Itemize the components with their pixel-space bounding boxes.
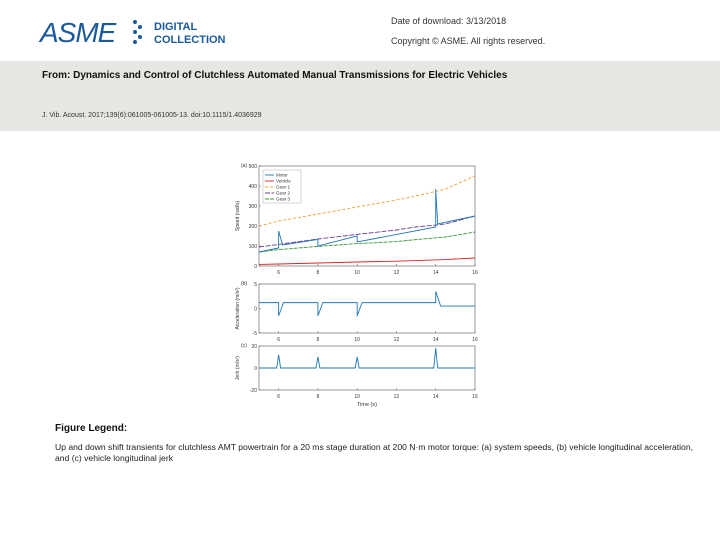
article-citation: J. Vib. Acoust. 2017;139(6):061005-061005-13. doi:10.1115/1.4036929 [42,112,262,119]
y-tick-label: 300 [248,203,257,210]
y-axis-label: Jerk (m/s³) [235,356,241,380]
chart-panel-2 [235,281,478,343]
y-tick-label: 200 [248,223,257,230]
x-tick-label: 16 [472,270,478,276]
y-tick-label: 5 [254,281,257,288]
x-tick-label: 6 [277,270,281,276]
x-tick-label: 14 [432,394,439,400]
panel-label: (c) [241,343,247,349]
x-tick-label: 14 [432,270,439,276]
panel-label: (a) [241,163,248,169]
chart-panel-1 [235,163,478,276]
legend-entry: Gear 2 [276,190,291,196]
chart-panel-3 [235,343,478,408]
x-tick-label: 14 [432,337,439,343]
x-tick-label: 8 [316,270,320,276]
y-tick-label: 400 [248,183,257,190]
article-title: From: Dynamics and Control of Clutchless Automated Manual Transmissions for Electric Vehicles [42,70,508,81]
asme-logo-mark-icon [133,20,142,44]
figure-legend-heading: Figure Legend: [55,423,128,434]
y-tick-label: 100 [248,243,257,250]
x-tick-label: 6 [277,337,281,343]
panel-label: (b) [241,281,248,287]
figure-chart [225,158,485,410]
legend-entry: Gear 1 [276,184,291,190]
y-axis-label: Speed (rad/s) [235,200,241,232]
x-tick-label: 12 [393,337,400,343]
y-tick-label: -5 [252,330,257,337]
y-tick-label: 0 [254,306,257,313]
x-tick-label: 10 [354,394,360,400]
copyright-notice: Copyright © ASME. All rights reserved. [391,36,546,46]
x-tick-label: 8 [316,337,320,343]
legend-entry: Motor [276,172,288,178]
x-tick-label: 12 [393,270,400,276]
y-tick-label: 500 [248,163,257,170]
logo-main-text: ASME [40,17,116,48]
logo-sub1-text: DIGITAL [154,21,198,33]
x-tick-label: 8 [316,394,320,400]
y-tick-label: -20 [249,387,257,394]
y-tick-label: 20 [251,343,257,350]
plot-frame [259,284,475,333]
x-tick-label: 10 [354,270,360,276]
x-tick-label: 16 [472,337,478,343]
legend-entry: Gear 3 [276,196,291,202]
y-tick-label: 0 [254,365,257,372]
x-axis-label: Time (s) [357,402,377,408]
x-tick-label: 10 [354,337,360,343]
logo-sub2-text: COLLECTION [154,34,226,46]
figure-legend-text: Up and down shift transients for clutchless AMT powertrain for a 20 ms stage duration at 200 N·m motor torque: (a) system speeds, (b) vehicle longitudinal acceleration, and (c) vehicle longitudinal jerk [55,442,693,463]
legend-entry: Vehicle [276,178,291,184]
x-tick-label: 16 [472,394,478,400]
x-tick-label: 12 [393,394,400,400]
y-tick-label: 0 [254,263,257,270]
asme-digital-collection-logo [38,14,248,50]
download-date: Date of download: 3/13/2018 [391,16,507,26]
y-axis-label: Acceleration (m/s²) [235,287,241,330]
x-tick-label: 6 [277,394,281,400]
